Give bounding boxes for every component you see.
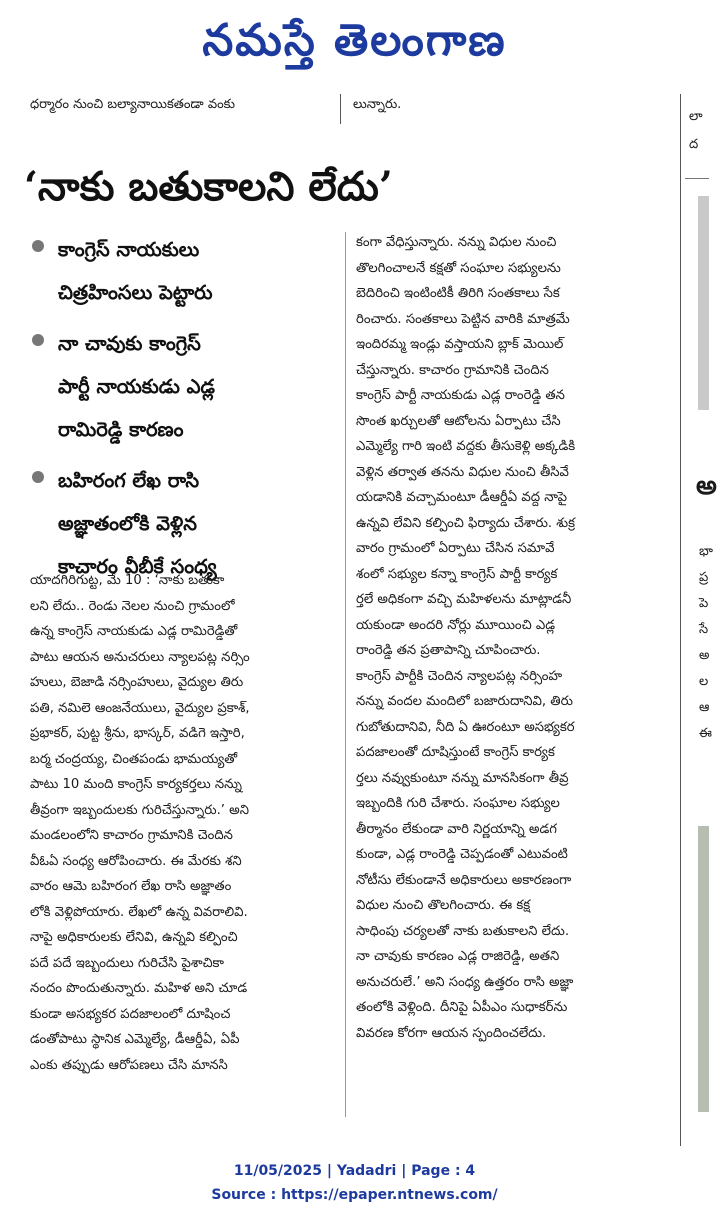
body-text-line: ర్తలు నవ్వుకుంటూ నన్ను మానసికంగా తీవ్ర — [356, 770, 569, 786]
body-text-line: గుబోతుదానివి, నీది ఏ ఊరంటూ అసభ్యకర — [356, 719, 575, 735]
body-text-line: విధుల నుంచి తొలగించారు. ఈ కక్ష — [356, 898, 531, 913]
body-text-line: యకుండా అందరి నోర్లు మూయించి ఎడ్ల — [356, 617, 556, 633]
body-text-line: పాటు 10 మంది కాంగ్రెస్ కార్యకర్తలు నన్ను — [30, 777, 242, 792]
body-text-line: ఉన్న కాంగ్రెస్ నాయకుడు ఎడ్ల రామిరెడ్డితో — [30, 624, 238, 639]
column-rule-top — [340, 94, 341, 124]
top-line-middle: లున్నారు. — [353, 97, 402, 112]
body-text-line: వారం ఆమె బహిరంగ లేఖ రాసి అజ్ఞాతం — [30, 879, 232, 894]
bullet-line: కాచారం వీబీకే సంధ్య — [58, 555, 217, 578]
body-text-line: సాధింపు చర్యలతో నాకు బతుకాలని లేదు. — [356, 923, 570, 939]
body-column-left — [30, 568, 338, 1078]
side-text-line: ఈ — [699, 726, 712, 741]
masthead-title: నమస్తే తెలంగాణ — [202, 15, 507, 66]
masthead — [0, 0, 709, 82]
body-text-line: యడానికి వచ్చామంటూ డీఆర్డీఏ వద్ద నాపై — [356, 490, 568, 505]
body-text-line: ఎమ్మెల్యే గారి ఇంటి వద్దకు తీసుకెళ్లి అక్కడికి — [356, 439, 576, 454]
body-text-line: రాంరెడ్డి తన ప్రతాపాన్ని చూపించారు. — [356, 643, 541, 658]
footer-date-line: 11/05/2025 | Yadadri | Page : 4 — [233, 1163, 476, 1179]
headline: ‘నాకు బతుకాలని లేదు’ — [24, 163, 393, 210]
body-text-line: నోటీసు లేకుండానే అధికారులు అకారణంగా — [356, 872, 572, 888]
body-text-line: కాంగ్రెస్ పార్టీకి చెందిన న్యాలపట్ల నర్సింహ — [356, 668, 563, 684]
bullet-line: బహిరంగ లేఖ రాసి — [58, 469, 200, 492]
bullet-line: కాంగ్రెస్ నాయకులు — [58, 238, 200, 261]
bullet-line: అజ్ఞాతంలోకి వెళ్లిన — [58, 512, 197, 535]
body-text-line: ప్రభాకర్, పుట్ట శ్రీను, భాస్కర్, వడిగె ఇస్తారి, — [30, 726, 245, 741]
body-text-line: తీర్మానం లేకుండా వారి నిర్ణయాన్ని అడగ — [356, 821, 557, 837]
side-text-line: పె — [699, 596, 709, 611]
side-text-line: సే — [699, 622, 709, 637]
body-text-line: కంగా వేధిస్తున్నారు. నన్ను విధుల నుంచి — [356, 235, 557, 250]
body-text-line: పాటు ఆయన అనుచరులు న్యాలపట్ల నర్సిం — [30, 649, 250, 665]
side-photo-lower — [698, 826, 709, 1112]
body-text-line: యాదగిరిగుట్ట, మే 10 : ‘నాకు బతుకా — [30, 573, 225, 588]
body-text-line: ఇబ్బందికి గురి చేశారు. సంఘాల సభ్యుల — [356, 796, 560, 811]
side-text-line: భా — [699, 544, 713, 559]
footer-source-line: Source : https://epaper.ntnews.com/ — [211, 1187, 498, 1203]
body-text-line: తొలగించాలనే కక్షతో సంఘాల సభ్యులను — [356, 260, 561, 276]
body-column-right — [356, 230, 674, 1046]
body-text-line: కాంగ్రెస్ పార్టీ నాయకుడు ఎడ్ల రాంరెడ్డి తన — [356, 388, 565, 403]
body-text-line: వివరణ కోరగా ఆయన స్పందించలేదు. — [356, 1025, 547, 1041]
body-text-line: నాపై అధికారులకు లేనివి, ఉన్నవి కల్పించి — [30, 930, 238, 945]
bullet-item — [28, 322, 346, 451]
bullet-dot-icon — [32, 471, 44, 483]
body-text-line: రించారు. సంతకాలు పెట్టిన వారికి మాత్రమే — [356, 311, 570, 327]
body-text-line: సొంత ఖర్చులతో ఆటోలను ఏర్పాటు చేసి — [356, 413, 561, 429]
side-heading: అ — [696, 471, 717, 501]
body-text-line: చేస్తున్నారు. కాచారం గ్రామానికి చెందిన — [356, 362, 549, 378]
bullet-line: పార్టీ నాయకుడు ఎడ్ల — [58, 375, 215, 398]
body-text-line: బర్మ చంద్రయ్య, చింతపండు భామయ్యతో — [30, 751, 238, 767]
body-text-line: వెళ్లిన తర్వాత తనను విధుల నుంచి తీసివే — [356, 464, 569, 480]
body-text-line: మండలంలోని కాచారం గ్రామానికి చెందిన — [30, 828, 233, 843]
bullet-line: రామిరెడ్డి కారణం — [58, 418, 184, 441]
body-text-line: శంలో సభ్యుల కన్నా కాంగ్రెస్ పార్టీ కార్యక — [356, 566, 558, 582]
bullet-item — [28, 228, 346, 314]
body-text-line: తీవ్రంగా ఇబ్బందులకు గురిచేస్తున్నారు.’ అని — [30, 802, 249, 818]
body-text-line: తంలోకి వెళ్లింది. దీనిపై ఏపీఎం సుధాకర్‌ను — [356, 1000, 568, 1015]
side-text-line: ల — [699, 674, 709, 689]
body-text-line: పతి, నమిలె ఆంజనేయులు, వైద్యుల ప్రకాశ్, — [30, 700, 250, 716]
bullet-line: నా చావుకు కాంగ్రెస్ — [58, 332, 201, 355]
side-text-column — [699, 540, 713, 748]
body-text-line: అనుచరులే.’ అని సంధ్య ఉత్తరం రాసి అజ్ఞా — [356, 974, 574, 990]
side-photo — [698, 196, 709, 410]
body-text-line: ఎంకు తప్పుడు ఆరోపణలు చేసి మానసి — [30, 1057, 228, 1073]
body-text-line: వారం గ్రామంలో ఏర్పాటు చేసిన సమావే — [356, 541, 555, 556]
side-text-line: ఆ — [699, 700, 710, 715]
body-text-line: వీఓఏ సంధ్య ఆరోపించారు. ఈ మేరకు శని — [30, 853, 242, 869]
top-line-left: ధర్మారం నుంచి బల్యానాయికతండా వంకు — [30, 97, 235, 112]
body-text-line: పదజాలంతో దూషిస్తుంటే కాంగ్రెస్ కార్యక — [356, 745, 555, 760]
side-rule — [685, 178, 709, 179]
body-text-line: ఉన్నవి లేవిని కల్పించి ఫిర్యాదు చేశారు. శుక్ర — [356, 515, 575, 531]
bullet-dot-icon — [32, 334, 44, 346]
body-text-line: నన్ను వందల మందిలో బజారుదానివి, తిరు — [356, 694, 573, 709]
body-text-line: డంతోపాటు స్థానిక ఎమ్మెల్యే, డీఆర్డీఏ, ఏపీ — [30, 1032, 240, 1047]
body-text-line: లోకి వెళ్లిపోయారు. లేఖలో ఉన్న వివరాలివి. — [30, 904, 248, 920]
side-text-line: ప్ర — [699, 570, 709, 585]
side-text-line: అ — [699, 648, 710, 663]
column-rule-right — [680, 94, 681, 1146]
bullet-dot-icon — [32, 240, 44, 252]
body-text-line: ర్తలే అధికంగా వచ్చి మహిళలను మాట్లాడనీ — [356, 592, 572, 607]
body-text-line: నా చావుకు కారణం ఎడ్ల రాజిరెడ్డి, అతని — [356, 949, 560, 964]
bullet-line: చిత్రహింసలు పెట్టారు — [58, 281, 213, 304]
top-line-right-2: ద — [689, 137, 699, 152]
body-text-line: లని లేదు.. రెండు నెలల నుంచి గ్రామంలో — [30, 598, 235, 614]
body-text-line: హులు, బెజాడి నర్సింహులు, వైద్యుల తిరు — [30, 675, 244, 690]
body-text-line: పదే పదే ఇబ్బందులు గురిచేసి పైశాచికా — [30, 955, 224, 971]
body-text-line: నందం పొందుతున్నారు. మహిళ అని చూడ — [30, 981, 248, 996]
body-text-line: బెదిరించి ఇంటింటికీ తిరిగి సంతకాలు సేక — [356, 286, 560, 301]
bullet-list — [28, 228, 346, 596]
body-text-line: కుండా అసభ్యకర పదజాలంలో దూషించ — [30, 1006, 231, 1022]
body-text-line: కుండా, ఎడ్ల రాంరెడ్డి చెప్పడంతో ఎటువంటి — [356, 847, 568, 862]
body-text-line: ఇందిరమ్మ ఇండ్లు వస్తాయని బ్లాక్ మెయిల్ — [356, 337, 564, 352]
top-line-right-1: లా — [689, 109, 703, 124]
